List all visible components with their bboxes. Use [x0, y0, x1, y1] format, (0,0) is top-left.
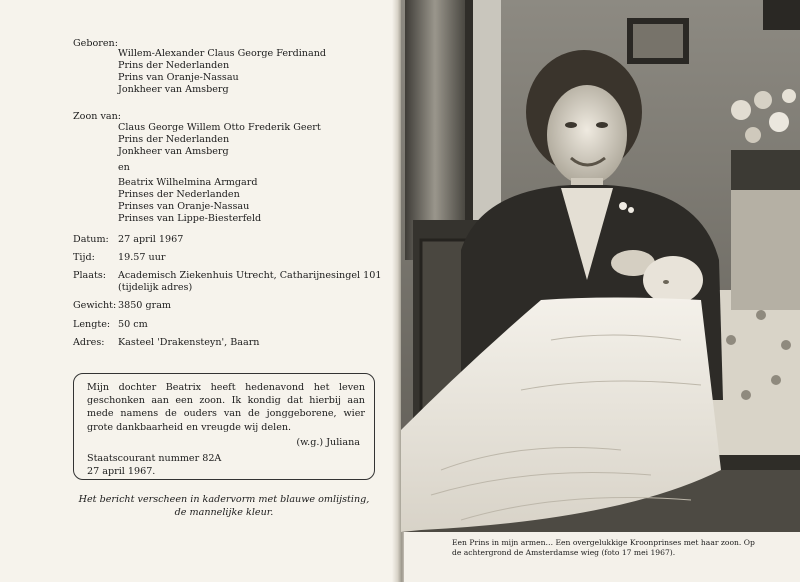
left-page [0, 0, 398, 582]
photo-caption [452, 538, 786, 558]
caption-line: de mannelijke kleur. [174, 507, 274, 518]
source-publication: Staatscourant nummer 82A [87, 453, 222, 464]
date-value: 27 april 1967 [118, 234, 184, 245]
mother-line: Prinses der Nederlanden [118, 189, 240, 200]
father-line: Prins der Nederlanden [118, 134, 230, 145]
born-label: Geboren: [73, 38, 118, 49]
mother-line: Prinses van Oranje-Nassau [118, 201, 250, 212]
left-page-caption [73, 493, 375, 519]
father-line: Claus George Willem Otto Frederik Geert [118, 122, 321, 133]
date-label: Datum: [73, 234, 109, 245]
weight-value: 3850 gram [118, 300, 172, 311]
caption-line: Het bericht verscheen in kadervorm met blauwe omlijsting, [78, 494, 370, 505]
conjunction-text: en [118, 162, 130, 173]
caption-line: de achtergrond de Amsterdamse wieg (foto 17 mei 1967). [452, 548, 676, 557]
time-value: 19.57 uur [118, 252, 166, 263]
announcement-signature: (w.g.) Juliana [296, 437, 360, 448]
address-value: Kasteel 'Drakensteyn', Baarn [118, 337, 260, 348]
announcement-text: Mijn dochter Beatrix heeft hedenavond het leven geschonken aan een zoon. Ik kondig dat hierbij aan mede namens de ouders van de jonggeborene, wier grote dankbaarheid en vreugde wij delen. [87, 382, 365, 433]
place-value: Academisch Ziekenhuis Utrecht, Catharijnesingel 101 [118, 270, 382, 281]
born-line: Prins van Oranje-Nassau [118, 72, 239, 83]
born-line: Willem-Alexander Claus George Ferdinand [118, 48, 327, 59]
length-label: Lengte: [73, 319, 111, 330]
length-value: 50 cm [118, 319, 148, 330]
mother-line: Beatrix Wilhelmina Armgard [118, 177, 258, 188]
son-of-label: Zoon van: [73, 111, 121, 122]
mother-line: Prinses van Lippe-Biesterfeld [118, 213, 262, 224]
father-line: Jonkheer van Amsberg [118, 146, 229, 157]
caption-line: Een Prins in mijn armen… Een overgelukkige Kroonprinses met haar zoon. Op [452, 538, 755, 547]
weight-label: Gewicht: [73, 300, 117, 311]
place-note: (tijdelijk adres) [118, 282, 193, 293]
time-label: Tijd: [73, 252, 95, 263]
address-label: Adres: [73, 337, 105, 348]
photo-illustration [401, 0, 800, 532]
source-date: 27 april 1967. [87, 465, 156, 477]
birth-announcement-box [73, 373, 375, 480]
announcement-source [87, 453, 221, 478]
place-label: Plaats: [73, 270, 106, 281]
portrait-photo [401, 0, 800, 532]
born-line: Prins der Nederlanden [118, 60, 230, 71]
born-line: Jonkheer van Amsberg [118, 84, 229, 95]
